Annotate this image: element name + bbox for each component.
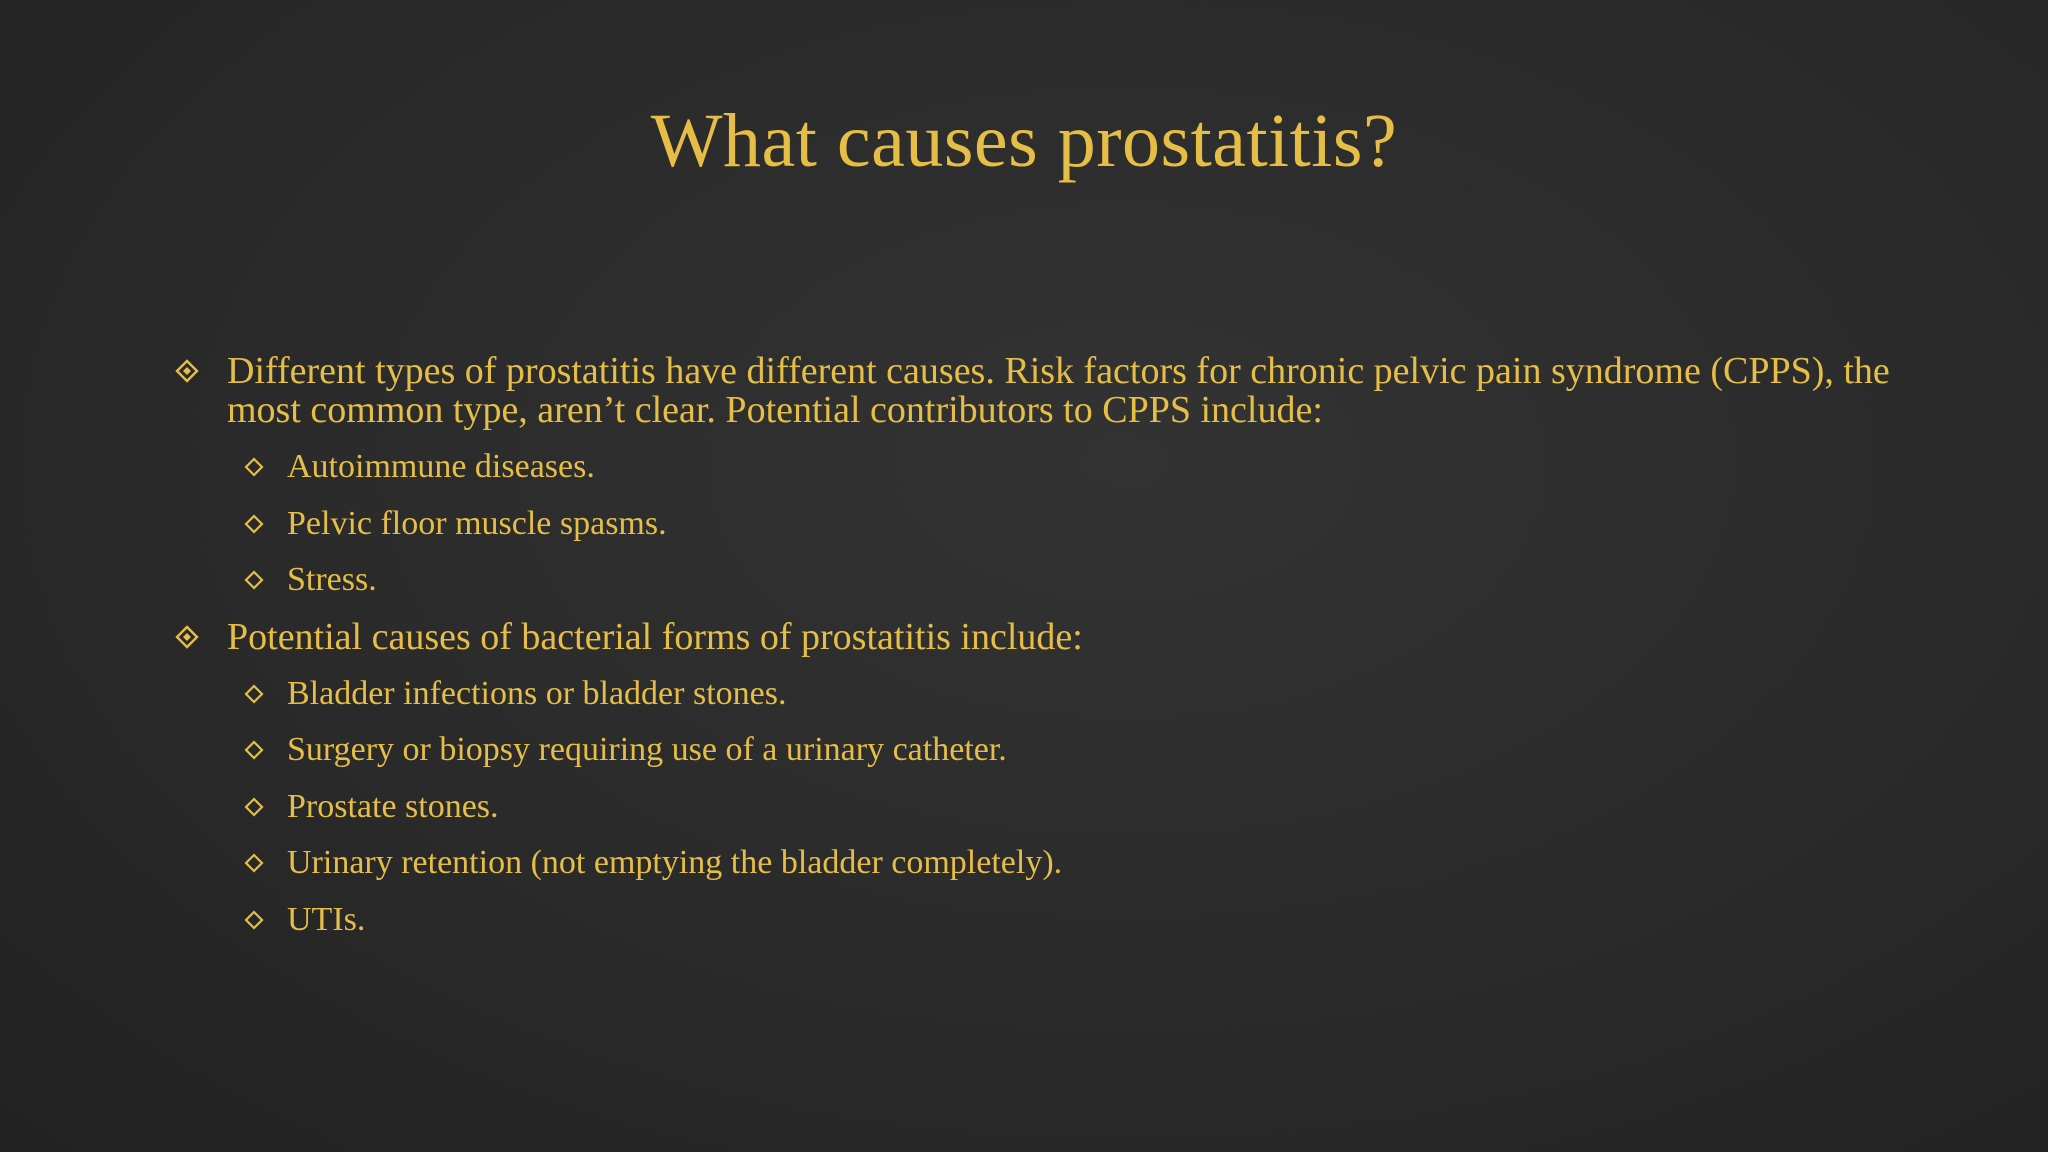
sub-bullet-text: Pelvic floor muscle spasms. <box>287 504 667 542</box>
diamond-bullet-icon <box>174 353 200 389</box>
diamond-bullet-icon <box>243 848 265 878</box>
diamond-bullet-icon <box>243 452 265 482</box>
diamond-bullet-icon <box>243 679 265 709</box>
sub-bullet-text: Autoimmune diseases. <box>287 448 595 485</box>
sub-bullet-item <box>243 675 1894 713</box>
sub-bullet-text: Urinary retention (not emptying the bladder completely). <box>287 844 1063 881</box>
sub-bullet-item <box>243 448 1894 486</box>
sub-bullet-text: Stress. <box>287 561 377 598</box>
bullet-item-bacterial <box>174 615 1894 658</box>
sub-bullet-text: Surgery or biopsy requiring use of a urinary catheter. <box>287 731 1007 768</box>
bullet-text: Different types of prostatitis have different causes. Risk factors for chronic pelvic pain syndrome (CPPS), the most common type, aren’t clear. Potential contributors to CPPS include: <box>227 350 1890 431</box>
sub-bullet-text: Prostate stones. <box>287 787 499 825</box>
diamond-bullet-icon <box>243 792 265 822</box>
sub-bullet-item <box>243 901 1894 939</box>
sub-bullet-item <box>243 788 1894 826</box>
sub-bullet-text: Bladder infections or bladder stones. <box>287 674 787 712</box>
bullet-list <box>174 352 1894 957</box>
bullet-text: Potential causes of bacterial forms of prostatitis include: <box>227 615 1083 658</box>
sub-bullet-item <box>243 561 1894 599</box>
bullet-item-cpps <box>174 352 1894 430</box>
sub-bullet-text: UTIs. <box>287 900 366 938</box>
diamond-bullet-icon <box>174 619 200 655</box>
diamond-bullet-icon <box>243 509 265 539</box>
slide-title: What causes prostatitis? <box>650 99 1398 183</box>
sub-bullet-item <box>243 731 1894 769</box>
diamond-bullet-icon <box>243 565 265 595</box>
sub-bullet-item <box>243 505 1894 543</box>
sub-bullet-item <box>243 844 1894 882</box>
diamond-bullet-icon <box>243 735 265 765</box>
diamond-bullet-icon <box>243 905 265 935</box>
